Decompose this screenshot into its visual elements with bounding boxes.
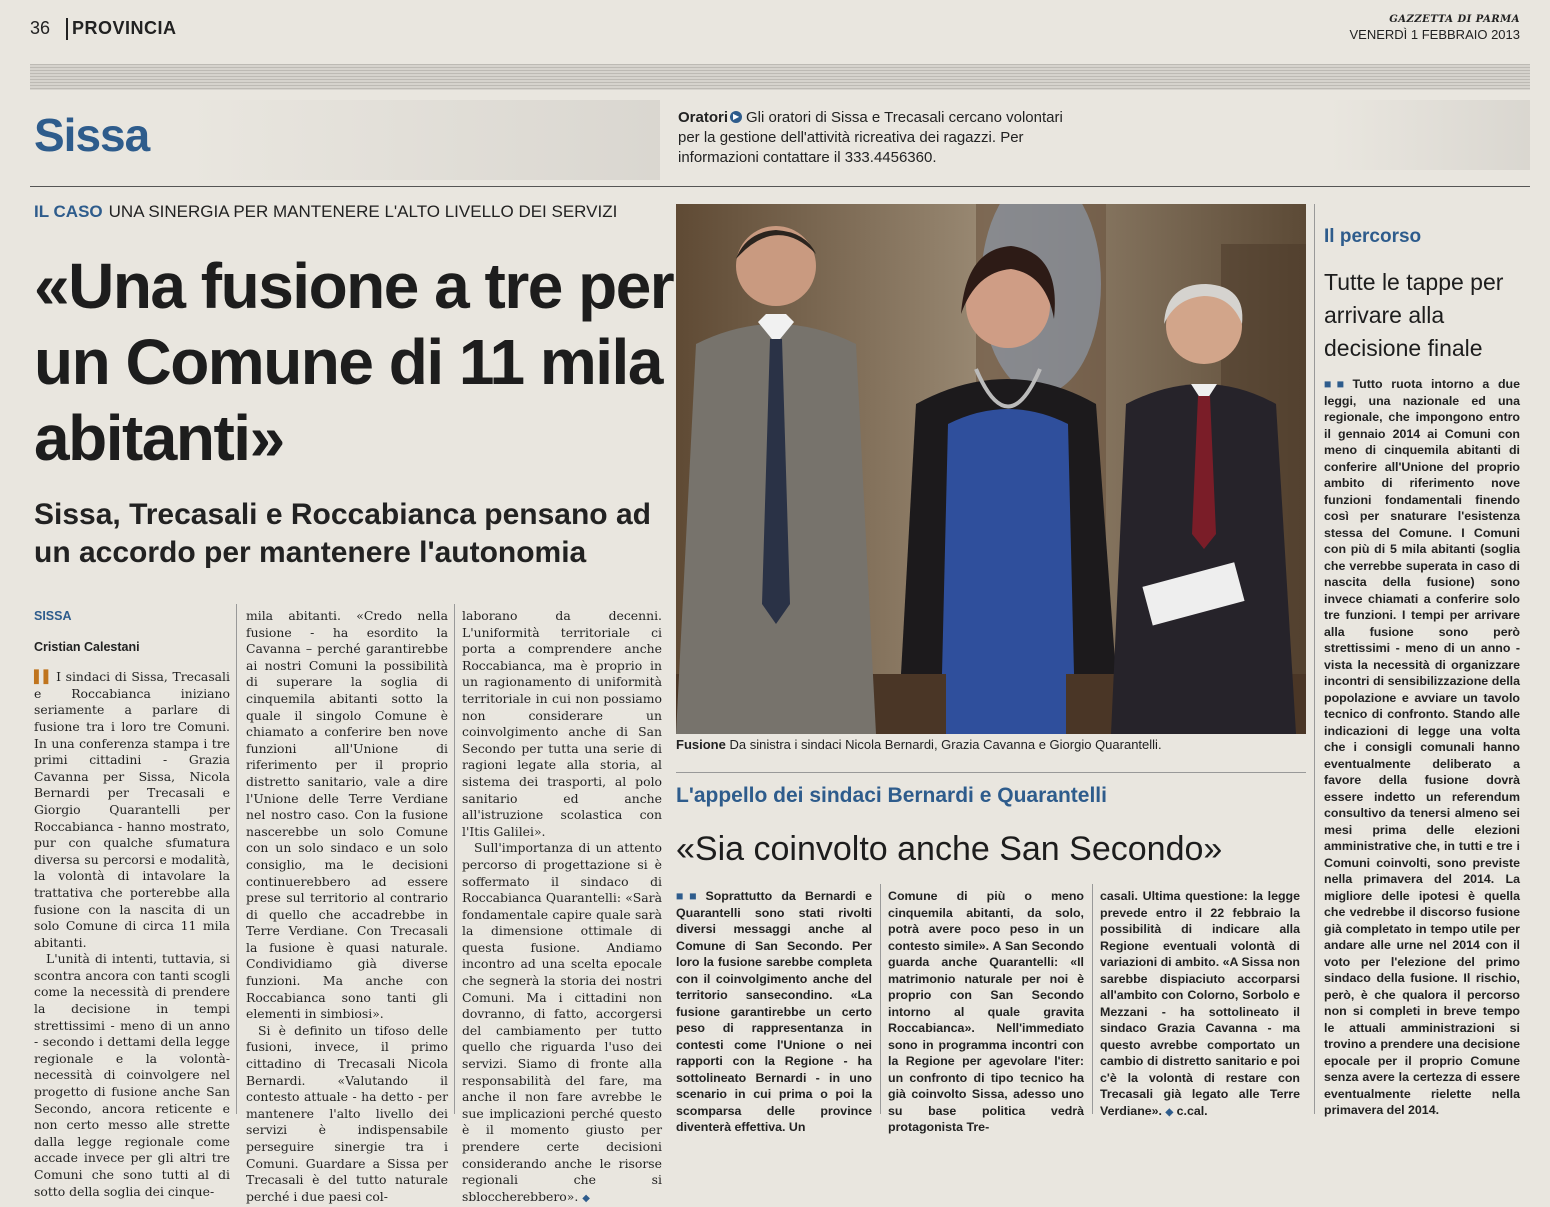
paragraph-marker-icon: ▌▌ [34,669,54,685]
brief-text: Gli oratori di Sissa e Trecasali cercano volontari per la gestione dell'attività ricreativa dei ragazzi. Per informazioni contattare il 333.4456360. [678,109,1063,166]
paragraph: mila abitanti. «Credo nella fusione - ha esordito la Cavanna – perché garantirebbe ai nostri Comuni la possibilità di superare la soglia di cinquemila abitanti sotto la quale il singolo Comune è chiamato a conferire ben nove funzioni all'Unione di riferimento per il proprio distretto sanitario, vale a dire l'Unione delle Terre Verdiane nel nostro caso. Con la fusione nascerebbe un solo Comune con un solo sindaco e un solo consiglio, ma le decisioni continuerebbero ad essere prese sul territorio al contrario di quello che accadrebbe in Terre Verdiane. Con Trecasali la fusione è quasi naturale. Condividiamo già diverse funzioni. Ma anche con Roccabianca sono tanti gli elementi in simbiosi». [246,608,448,1022]
secondary-column-1 [676,888,872,1136]
masthead [1349,14,1520,42]
article-column-3 [462,608,662,1207]
issue-date: VENERDÌ 1 FEBBRAIO 2013 [1349,27,1520,42]
page-header [30,14,1530,46]
sidebar-body [1324,376,1520,1119]
paragraph: Comune di più o meno cinquemila abitanti, da solo, potrà avere poco peso in un contesto simile». A San Secondo guarda anche Quarantelli: «Il matrimonio naturale per noi è proprio con San Secondo intorno al quale gravita Roccabianca». Nell'immediato sono in programma incontri con la Regione per agevolare l'iter: un confronto di tipo tecnico ha già coinvolto Sissa, adesso uno su base politica vedrà protagonista Tre- [888,889,1084,1134]
newspaper-name: GAZZETTA DI PARMA [1389,14,1520,25]
paragraph: laborano da decenni. L'uniformità territoriale ci porta a comprendere anche Roccabianca, ma è proprio in un ragionamento di uniformità territoriale in cui non possiamo non considerare un coinvolgimento anche di San Secondo per tutta una serie di ragioni legate alla storia, al sistema dei trasporti, al polo sanitario ed anche all'istruzione scolastica con l'Itis Galilei». [462,608,662,839]
article-byline: Cristian Calestani [34,639,140,654]
paragraph: ▌▌ I sindaci di Sissa, Trecasali e Roccabianca iniziano seriamente a parlare di fusione tra i loro tre Comuni. In una conferenza stampa i tre primi cittadini - Grazia Cavanna per Sissa, Nicola Bernardi per Trecasali e Giorgio Quarantelli per Roccabianca - hanno mostrato, pur con qualche sfumatura diversa su percorsi e modalità, la volontà di intavolare la trattativa che porterebbe alla fusione con la nascita di un solo Comune di circa 11 mila abitanti. [34,669,230,950]
secondary-kicker: L'appello dei sindaci Bernardi e Quarantelli [676,784,1107,807]
paragraph-marker-icon: ■■ [1324,377,1350,391]
caption-divider [676,772,1306,773]
signature: c.cal. [1176,1103,1208,1118]
town-title: Sissa [34,109,150,161]
header-divider [66,18,68,40]
article-kicker [34,202,617,222]
secondary-column-3 [1100,888,1300,1121]
top-divider [30,186,1530,187]
brief-label: Oratori [678,109,729,126]
column-divider [1092,884,1093,1114]
page-number: 36 [30,18,51,38]
header-band [30,64,1530,90]
end-mark-icon: ◆ [582,1192,590,1204]
section-title: PROVINCIA [72,18,177,38]
caption-text: Da sinistra i sindaci Nicola Bernardi, Grazia Cavanna e Giorgio Quarantelli. [729,737,1162,752]
paragraph: Si è definito un tifoso delle fusioni, invece, il primo cittadino di Trecasali Nicola Bernardi. «Valutando il contesto attuale - ha detto - per mantenere l'alto livello dei servizi è indispensabile perseguire sinergie tra i Comuni. Guardare a Sissa per Trecasali è del tutto naturale perché i due paesi col- [246,1022,448,1204]
column-divider [236,604,237,1114]
article-place: SISSA [34,609,72,623]
paragraph: ■■ Soprattutto da Bernardi e Quarantelli sono stati rivolti diversi messaggi anche al Comune di San Secondo. Per loro la fusione sarebbe completa con il coinvolgimento anche del territorio sansecondino. «La fusione garantirebbe un certo peso di rappresentanza in contesti come l'Unione o nei rapporti con la Regione - ha sottolineato Bernardi - in uno scenario in cui prima o poi la scomparsa delle province diventerà effettiva. Un [676,889,873,1134]
news-brief [678,108,1078,168]
paragraph: Sull'importanza di un attento percorso di progettazione si è soffermato il sindaco di Roccabianca Quarantelli: «Sarà fondamentale capire quale sarà la dimensione ottimale di questa fusione. Andiamo incontro ad una scelta epocale che segnerà la storia dei nostri Comuni. Ma i cittadini non dovranno, di fatto, accorgersi del cambiamento per tutto quello che riguarda l'uso dei servizi. Siamo di fronte alla responsabilità del fare, ma anche il non fare avrebbe le sue implicazioni perché questo è il momento giusto per prendere certe decisioni considerando anche le risorse regionali che si sbloccherebbero». ◆ [462,840,662,1204]
paragraph-marker-icon: ■■ [676,889,703,903]
secondary-title: «Sia coinvolto anche San Secondo» [676,830,1223,868]
sidebar-divider [1314,204,1315,1114]
bleed-through-left [190,100,660,180]
paragraph: casali. Ultima questione: la legge prevede entro il 22 febbraio la possibilità di indicare alla Regione eventuali volontà di variazioni di ambito. «A Sissa non sarebbe dispiaciuto accorparsi all'ambito con Colorno, Sorbolo e Mezzani - ha sottolineato il sindaco Grazia Cavanna - ma questo avrebbe comportato un cambio di distretto sanitario e poi c'è la volontà di restare con Trecasali già legato alle Terre Verdiane». ◆ c.cal. [1100,889,1300,1118]
paragraph: L'unità di intenti, tuttavia, si scontra ancora con tanti scogli come la necessità di prendere la decisione in tempi strettissimi - meno di un anno - secondo i dettami della legge regionale e la volontà-necessità di coinvolgere nel progetto di fusione anche San Secondo, ancora reticente e non certo messo alle strette dalla legge regionale come accade invece per gli altri tre Comuni che sono tutti al di sotto della soglia dei cinque- [34,951,230,1199]
kicker-text: UNA SINERGIA PER MANTENERE L'ALTO LIVELLO DEI SERVIZI [108,202,618,221]
photo-caption [676,737,1306,752]
article-column-1 [34,608,230,1200]
column-divider [880,884,881,1114]
caption-label: Fusione [676,737,726,752]
bleed-through-right [1330,100,1530,170]
photo-illustration [676,204,1306,734]
article-headline: «Una fusione a tre per un Comune di 11 mila abitanti» [34,250,674,474]
article-column-2 [246,608,448,1205]
sidebar-heading: Il percorso [1324,226,1422,247]
mayors-photo [676,204,1306,734]
paragraph: ■■ Tutto ruota intorno a due leggi, una nazionale ed una regionale, che impongono entro il gennaio 2014 ai Comuni con meno di cinquemila abitanti di conferire all'Unione del proprio ambito di riferimento nove funzioni fondamentali finendo così per snaturare l'esistenza stessa del Comune. I Comuni con più di 5 mila abitanti (soglia che verrebbe superata in caso di nascita della fusione) sono invece chiamati a conferire solo tre funzioni. I tempi per arrivare alla fusione sono però strettissimi - meno di un anno - vista la necessità di organizzare incontri di sensibilizzazione della popolazione e avviare un tavolo tecnico di confronto. Stando alle indicazioni di legge una volta che i consigli comunali hanno eventualmente deliberato a favore della fusione dovrà essere indetto un referendum consultivo da tenersi almeno sei mesi prima delle elezioni amministrative che, in tutti e tre i Comuni coinvolti, sono previste nella primavera del 2014. La migliore delle ipotesi è quella che vedrebbe il discorso fusione già completato in tempo utile per andare alle urne nel 2014 con il voto per l'elezione del primo sindaco della fusione. Il rischio, però, è che qualora il percorso non si completi in breve tempo le attuali amministrazioni si trovino a prendere una decisione epocale per il proprio Comune senza avere la certezza di essere eventualmente rielette nella primavera del 2014. [1324,377,1521,1117]
column-divider [454,604,455,1114]
end-mark-icon: ◆ [1165,1106,1174,1118]
article-subheadline: Sissa, Trecasali e Roccabianca pensano ad un accordo per mantenere l'autonomia [34,498,651,569]
kicker-label: IL CASO [34,202,103,221]
arrow-circle-icon: ▶ [730,111,742,123]
sidebar-title: Tutte le tappe per arrivare alla decisione finale [1324,269,1504,361]
secondary-column-2 [888,888,1084,1136]
